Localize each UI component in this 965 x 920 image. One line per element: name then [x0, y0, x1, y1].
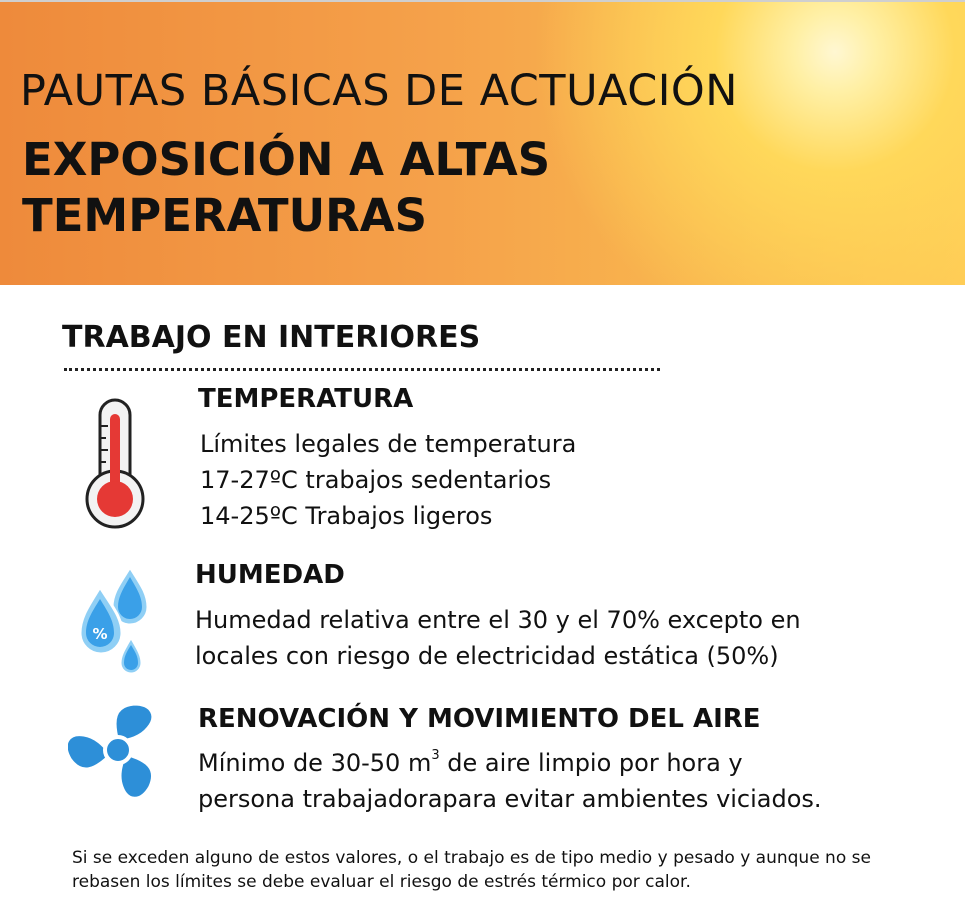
header-banner	[0, 0, 965, 285]
text-line: locales con riesgo de electricidad estática (50%)	[195, 642, 779, 670]
item-text-renovacion	[198, 745, 822, 817]
item-title-renovacion: RENOVACIÓN Y MOVIMIENTO DEL AIRE	[198, 704, 761, 734]
item-text-temperatura	[200, 426, 576, 534]
text-line: persona trabajadorapara evitar ambientes viciados.	[198, 785, 822, 813]
item-title-temperatura: TEMPERATURA	[198, 384, 414, 414]
superscript: 3	[431, 748, 440, 763]
section-title: TRABAJO EN INTERIORES	[62, 320, 481, 355]
section-divider	[64, 368, 660, 371]
water-drops-icon	[76, 565, 158, 677]
thermometer-icon	[82, 396, 148, 532]
text-line: Humedad relativa entre el 30 y el 70% excepto en	[195, 606, 801, 634]
text-line	[198, 745, 822, 781]
text-line: 17-27ºC trabajos sedentarios	[200, 466, 552, 494]
text-line: 14-25ºC Trabajos ligeros	[200, 502, 493, 530]
page-subtitle: PAUTAS BÁSICAS DE ACTUACIÓN	[20, 66, 738, 116]
svg-text:%: %	[92, 625, 108, 643]
text-line: Límites legales de temperatura	[200, 430, 577, 458]
fan-icon	[68, 700, 168, 800]
item-text-humedad	[195, 602, 801, 674]
page-title: EXPOSICIÓN A ALTAS TEMPERATURAS	[22, 133, 551, 242]
item-title-humedad: HUMEDAD	[195, 560, 345, 590]
text-fragment: Mínimo de 30-50 m	[198, 749, 432, 777]
footnote: Si se exceden alguno de estos valores, o el trabajo es de tipo medio y pesado y aunque no se rebasen los límites se debe evaluar el riesgo de estrés térmico por calor.	[72, 848, 871, 892]
text-fragment: de aire limpio por hora y	[439, 749, 743, 777]
